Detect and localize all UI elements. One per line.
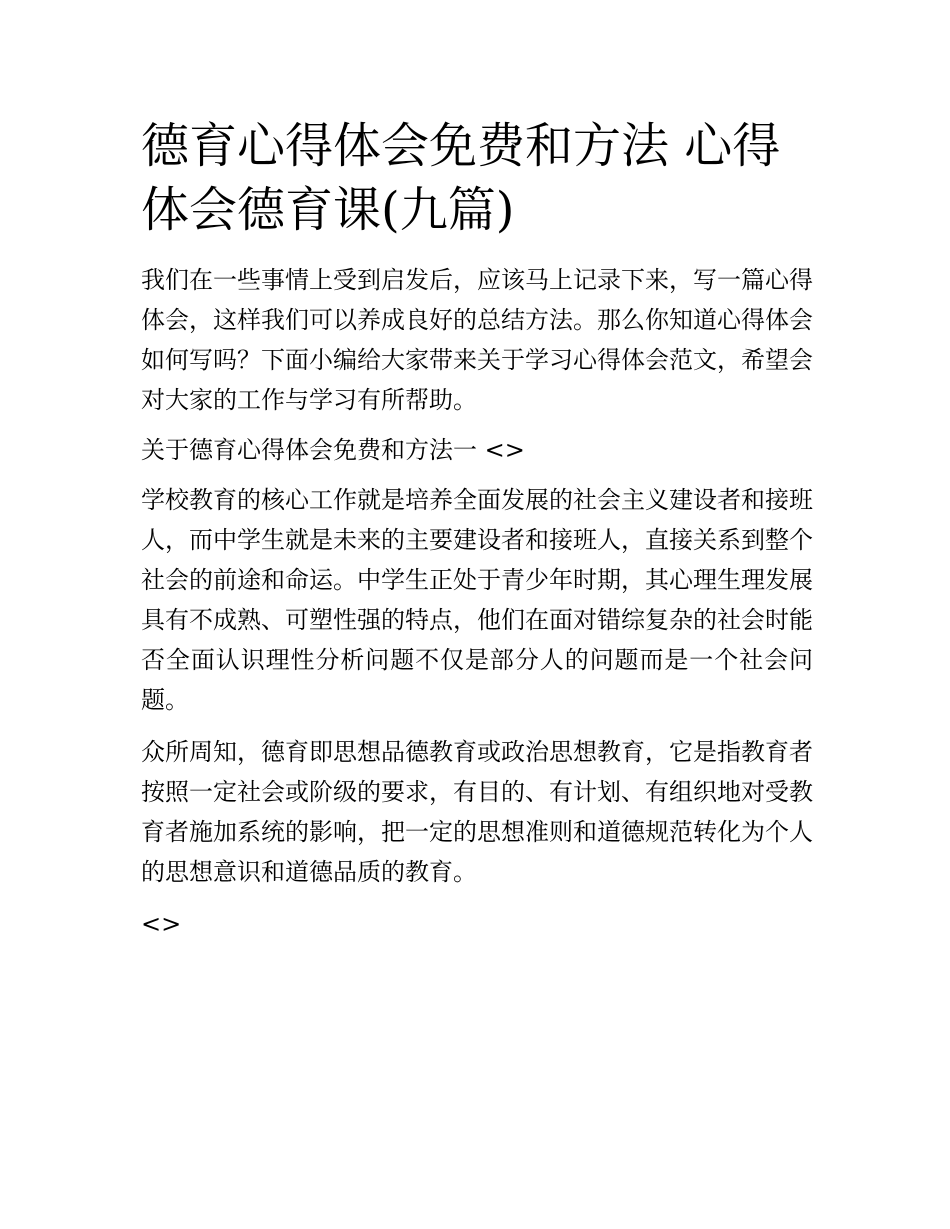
body-paragraph: 学校教育的核心工作就是培养全面发展的社会主义建设者和接班人，而中学生就是未来的主要建设者和接班人，直接关系到整个社会的前途和命运。中学生正处于青少年时期，其心理生理发展具有不成熟、可塑性强的特点，他们在面对错综复杂的社会时能否全面认识理性分析问题不仅是部分人的问题而是一个社会问题。 xyxy=(141,486,813,714)
section-heading: 关于德育心得体会免费和方法一 <> xyxy=(141,436,525,464)
intro-paragraph: 我们在一些事情上受到启发后，应该马上记录下来，写一篇心得体会，这样我们可以养成良好的总结方法。那么你知道心得体会如何写吗？下面小编给大家带来关于学习心得体会范文，希望会对大家的工作与学习有所帮助。 xyxy=(141,266,813,414)
body-paragraph: 众所周知，德育即思想品德教育或政治思想教育，它是指教育者按照一定社会或阶级的要求，有目的、有计划、有组织地对受教育者施加系统的影响，把一定的思想准则和道德规范转化为个人的思想意识和道德品质的教育。 xyxy=(141,738,813,886)
document-title: 德育心得体会免费和方法 心得体会德育课(九篇) xyxy=(141,118,781,238)
document-page xyxy=(141,114,813,956)
end-marker: <> xyxy=(141,910,182,938)
